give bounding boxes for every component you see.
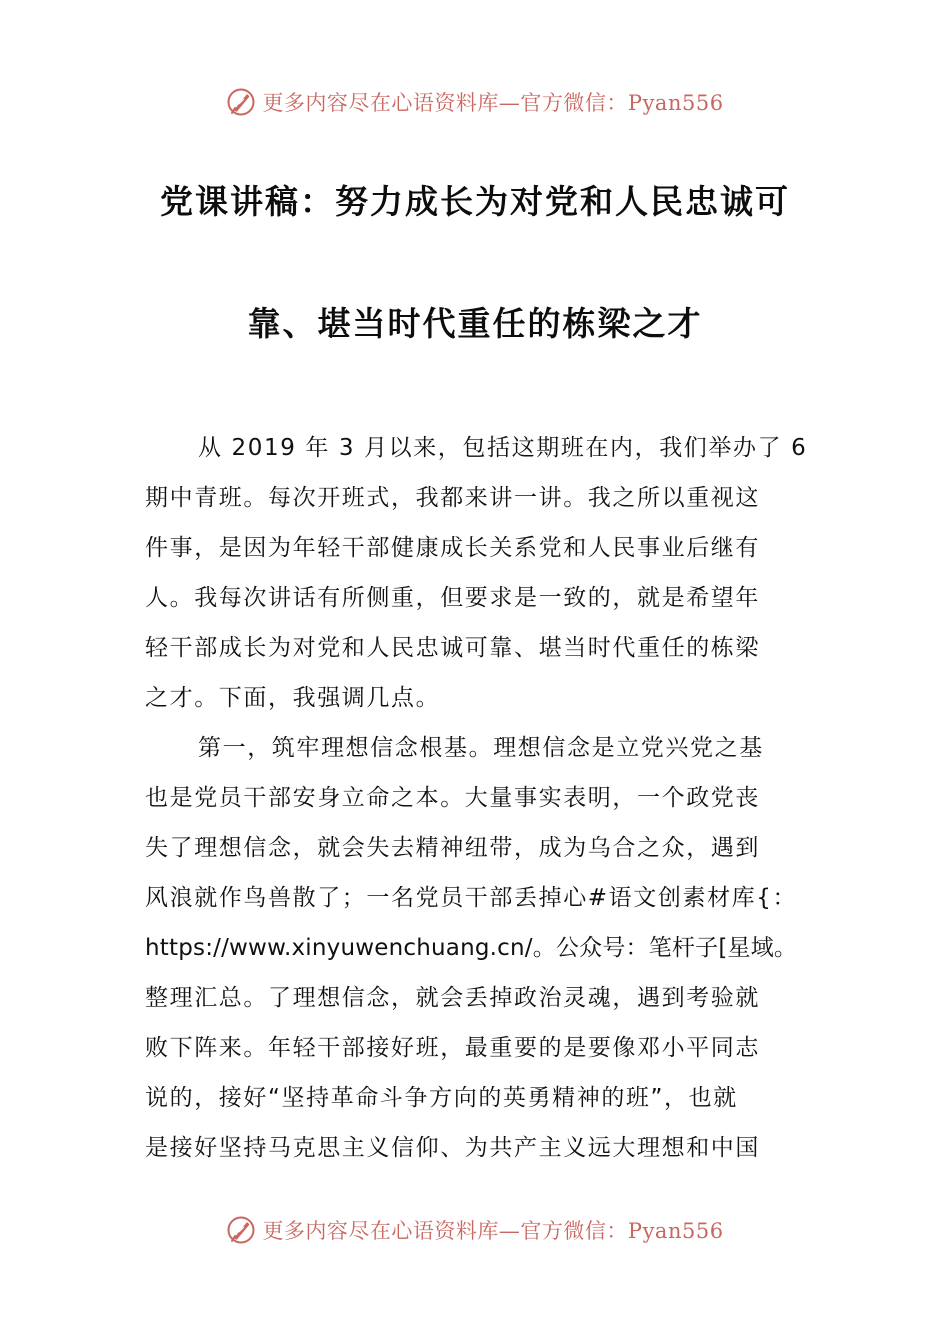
body-line: 件事，是因为年轻干部健康成长关系党和人民事业后继有	[145, 535, 760, 561]
body-line: 期中青班。每次开班式，我都来讲一讲。我之所以重视这	[145, 485, 760, 511]
quill-pen-logo-icon	[226, 1215, 256, 1245]
watermark-header	[0, 80, 950, 124]
body-line: 人。我每次讲话有所侧重，但要求是一致的，就是希望年	[145, 585, 760, 611]
body-line: 失了理想信念，就会失去精神纽带，成为乌合之众，遇到	[145, 835, 760, 861]
body-line: 说的，接好“坚持革命斗争方向的英勇精神的班”，也就	[145, 1085, 738, 1111]
quill-pen-logo-icon	[226, 87, 256, 117]
body-line: 整理汇总。了理想信念，就会丢掉政治灵魂，遇到考验就	[145, 985, 760, 1011]
body-line: 风浪就作鸟兽散了；一名党员干部丢掉心#语文创素材库{：	[145, 885, 798, 911]
document-title-line-2: 靠、堪当时代重任的栋梁之才	[247, 304, 703, 343]
body-line: 之才。下面，我强调几点。	[145, 685, 441, 711]
watermark-text: 更多内容尽在心语资料库—官方微信：Pyan556	[262, 1219, 724, 1243]
body-line: 第一，筑牢理想信念根基。理想信念是立党兴党之基	[198, 735, 764, 761]
watermark-text: 更多内容尽在心语资料库—官方微信：Pyan556	[262, 91, 724, 115]
body-line: 也是党员干部安身立命之本。大量事实表明，一个政党丧	[145, 785, 760, 811]
body-line: 败下阵来。年轻干部接好班，最重要的是要像邓小平同志	[145, 1035, 760, 1061]
document-title-line-1: 党课讲稿：努力成长为对党和人民忠诚可	[160, 182, 790, 221]
watermark-footer	[0, 1208, 950, 1252]
body-line-url: https://www.xinyuwenchuang.cn/。公众号：笔杆子[星域。	[145, 935, 798, 961]
body-line: 是接好坚持马克思主义信仰、为共产主义远大理想和中国	[145, 1135, 760, 1161]
body-line: 轻干部成长为对党和人民忠诚可靠、堪当时代重任的栋梁	[145, 635, 760, 661]
body-line: 从 2019 年 3 月以来，包括这期班在内，我们举办了 6	[198, 435, 808, 461]
